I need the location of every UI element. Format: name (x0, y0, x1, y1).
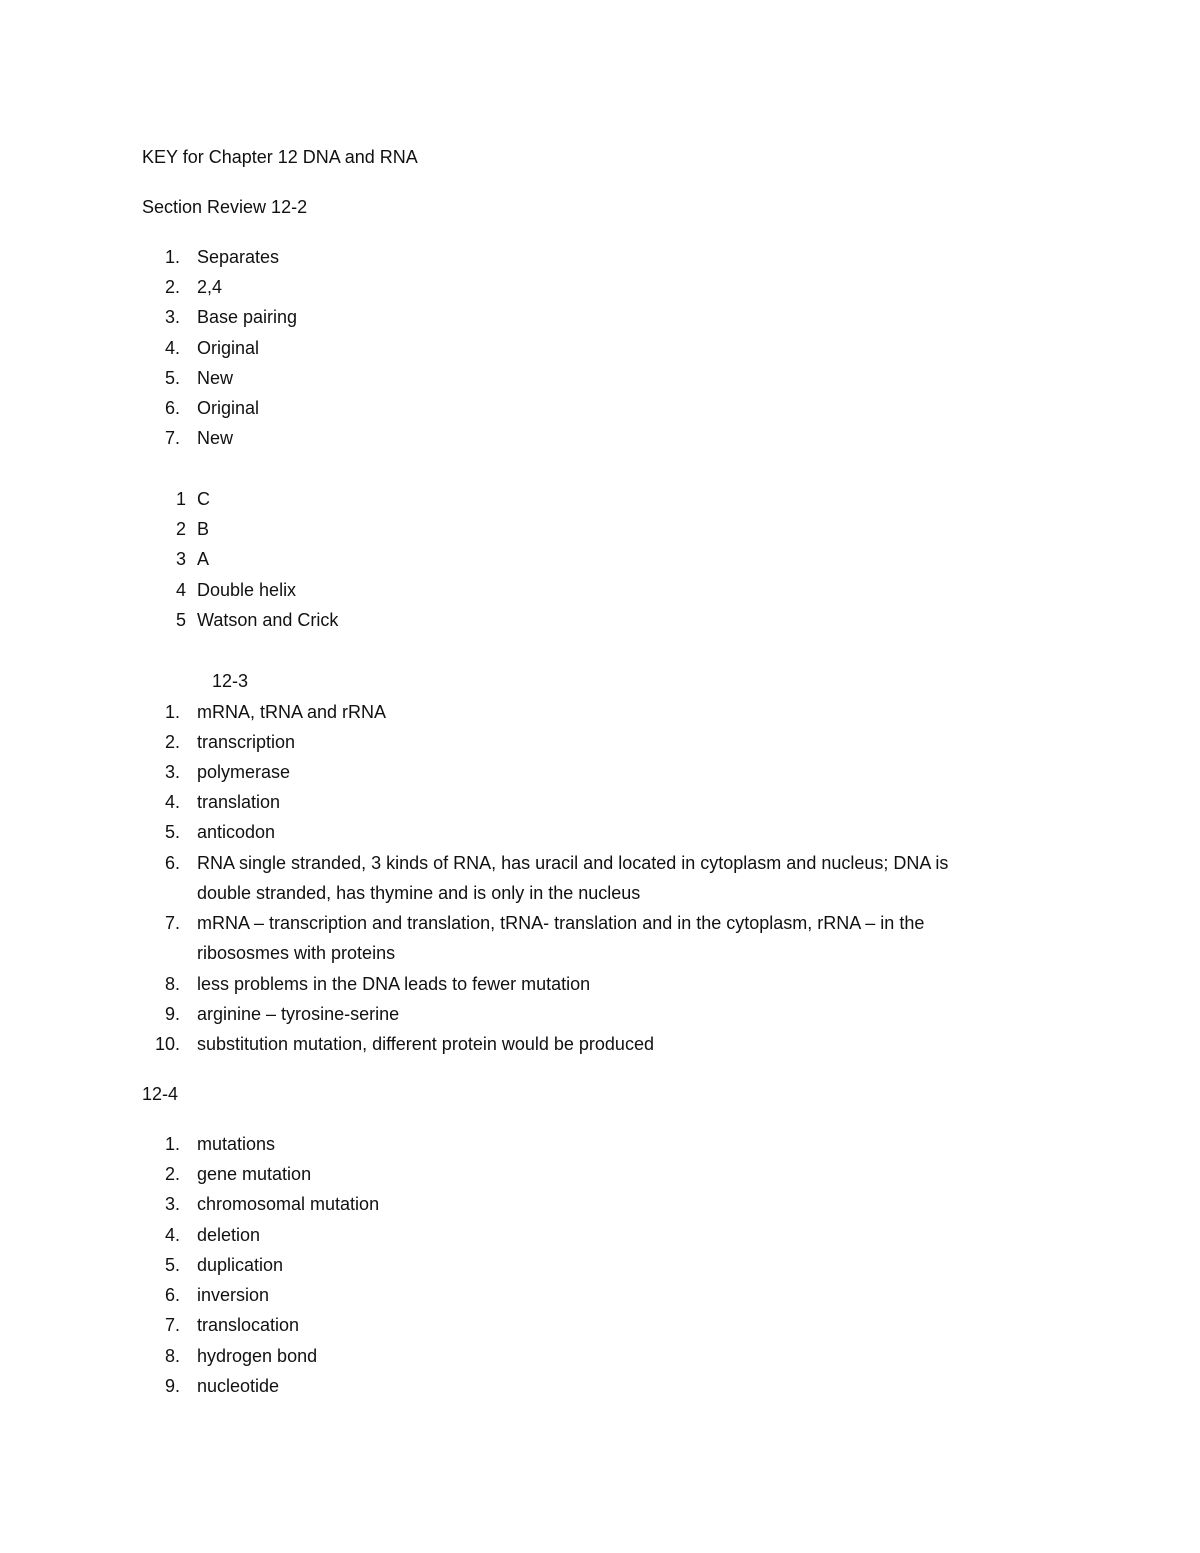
section-12-3-heading: 12-3 (212, 671, 249, 691)
section-12-4-heading: 12-4 (142, 1084, 179, 1104)
document-page: KEY for Chapter 12 DNA and RNA Section Review 12-2 1. Separates 2. 2,4 3. Base pairing 4. Original 5. New 6. Original 7. New 1 C 2 B 3 A 4 Double helix 5 Watson and Crick 12-3 1. mRNA, tRNA and rRNA 2. transcription 3. polymerase 4. translation 5. anticodon 6. RNA single stranded, 3 kinds of RNA, has uracil and located in cytoplasm and nucleus; DNA is double stranded, has thymine and is only in the nucleus 7. mRNA – transcription and translation, tRNA- translation and in the cytoplasm, rRNA – in the ribososmes with proteins 8. less problems in the DNA leads to fewer mutation 9. arginine – tyrosine-serine 10. substitution mutation, different protein would be produced 12-4 1. mutations 2. gene mutation 3. chromosomal mutation 4. deletion 5. duplication 6. inversion 7. translocation 8. hydrogen bond 9. nucleotide (142, 147, 949, 1396)
section-review-heading: Section Review 12-2 (142, 197, 308, 217)
document-title: KEY for Chapter 12 DNA and RNA (142, 147, 418, 167)
